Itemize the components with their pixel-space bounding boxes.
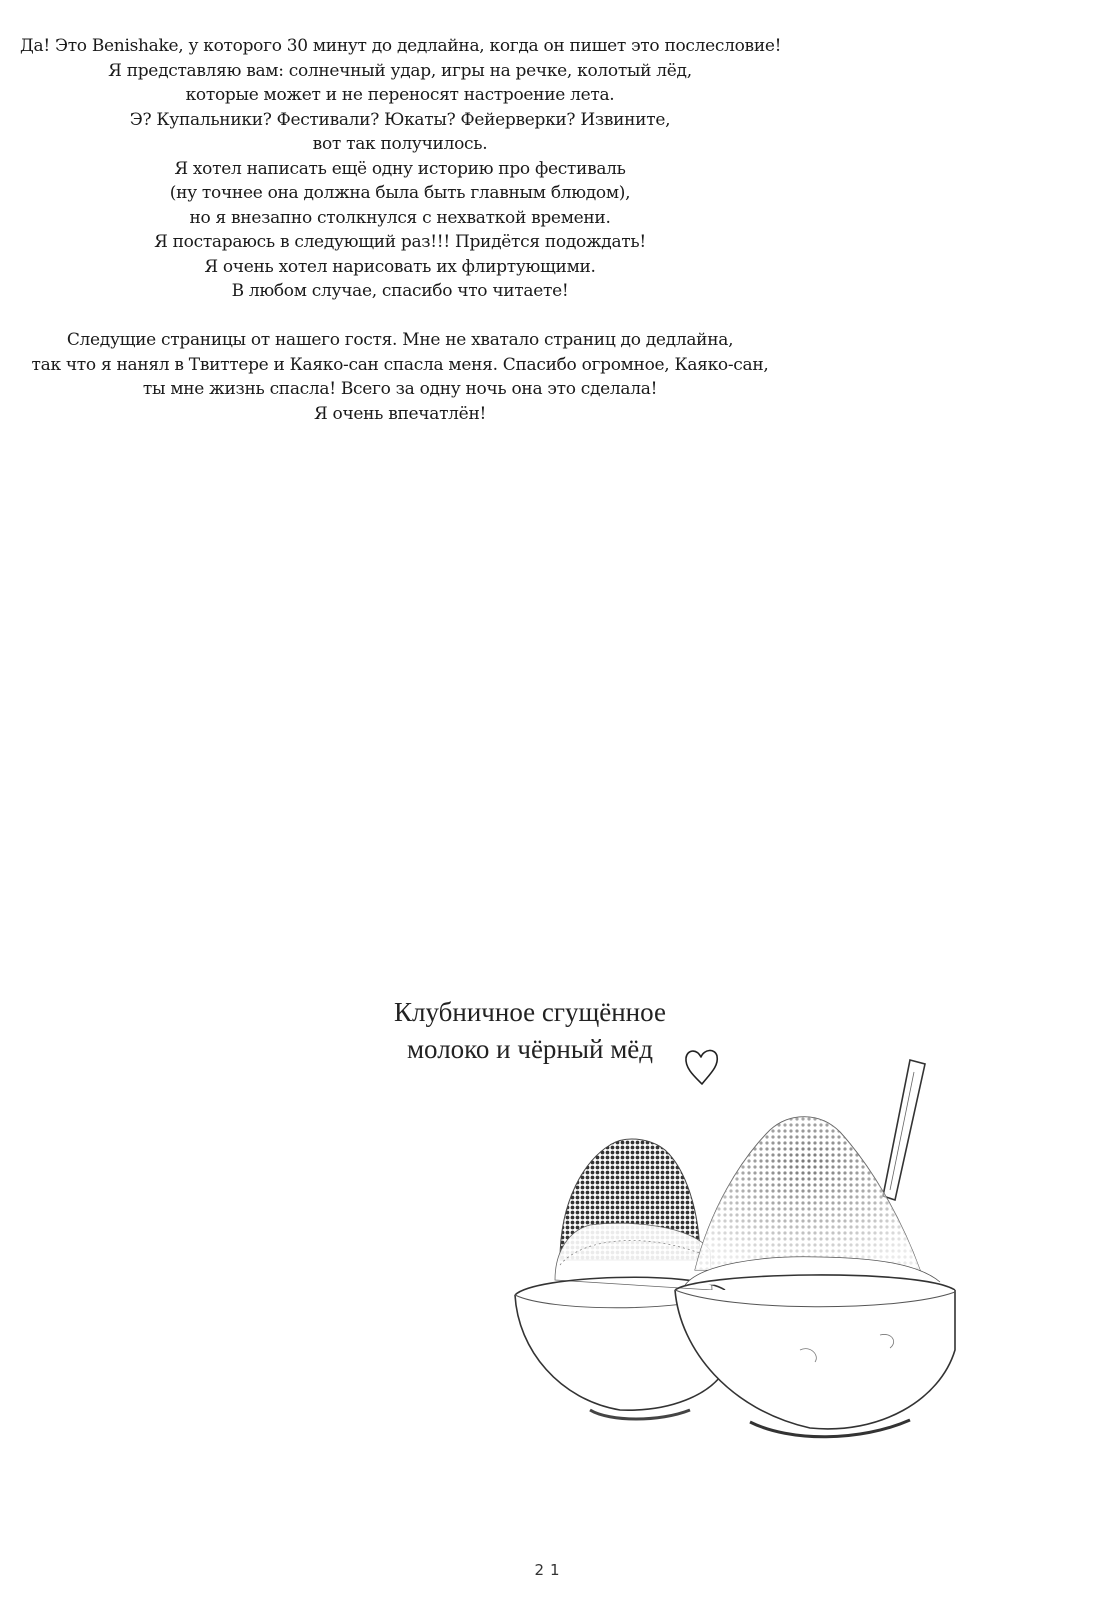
afterword-line: Я хотел написать ещё одну историю про фестиваль [174, 158, 626, 179]
afterword-line: Следущие страницы от нашего гостя. Мне не хватало страниц до дедлайна, [66, 330, 734, 350]
afterword-line: ты мне жизнь спасла! Всего за одну ночь она это сделала! [142, 379, 658, 399]
afterword-line: Я очень впечатлён! [313, 403, 487, 424]
afterword-line: Я очень хотел нарисовать их флиртующими. [204, 256, 596, 277]
afterword-line: так что я нанял в Твиттере и Каяко-сан спасла меня. Спасибо огромное, Каяко-сан, [31, 354, 769, 375]
spoon-straw [883, 1060, 925, 1200]
afterword-line: вот так получилось. [312, 134, 488, 154]
afterword-line: Э? Купальники? Фестивали? Юкаты? Фейерверки? Извините, [129, 109, 671, 130]
shaved-ice-bowls-illustration [500, 1050, 970, 1450]
right-bowl [675, 1275, 955, 1437]
afterword-line: которые может и не переносят настроение лета. [185, 85, 615, 105]
caption-line: молоко и чёрный мёд [406, 1034, 654, 1064]
afterword-line: (ну точнее она должна была быть главным блюдом), [169, 183, 631, 203]
afterword-line: В любом случае, спасибо что читаете! [231, 281, 569, 301]
black-honey-ice [555, 1139, 712, 1290]
afterword-line: Да! Это Benishake, у которого 30 минут до дедлайна, когда он пишет это послесловие! [20, 36, 782, 56]
paragraph-gap [20, 304, 780, 329]
afterword-line: но я внезапно столкнулся с нехваткой времени. [189, 207, 611, 228]
page-number: 21 [534, 1561, 566, 1579]
afterword-line: Я представляю вам: солнечный удар, игры на речке, колотый лёд, [108, 60, 692, 81]
caption-line: Клубничное сгущённое [394, 997, 666, 1027]
afterword-line: Я постараюсь в следующий раз!!! Придётся подождать! [154, 232, 646, 252]
afterword-text [20, 34, 780, 426]
